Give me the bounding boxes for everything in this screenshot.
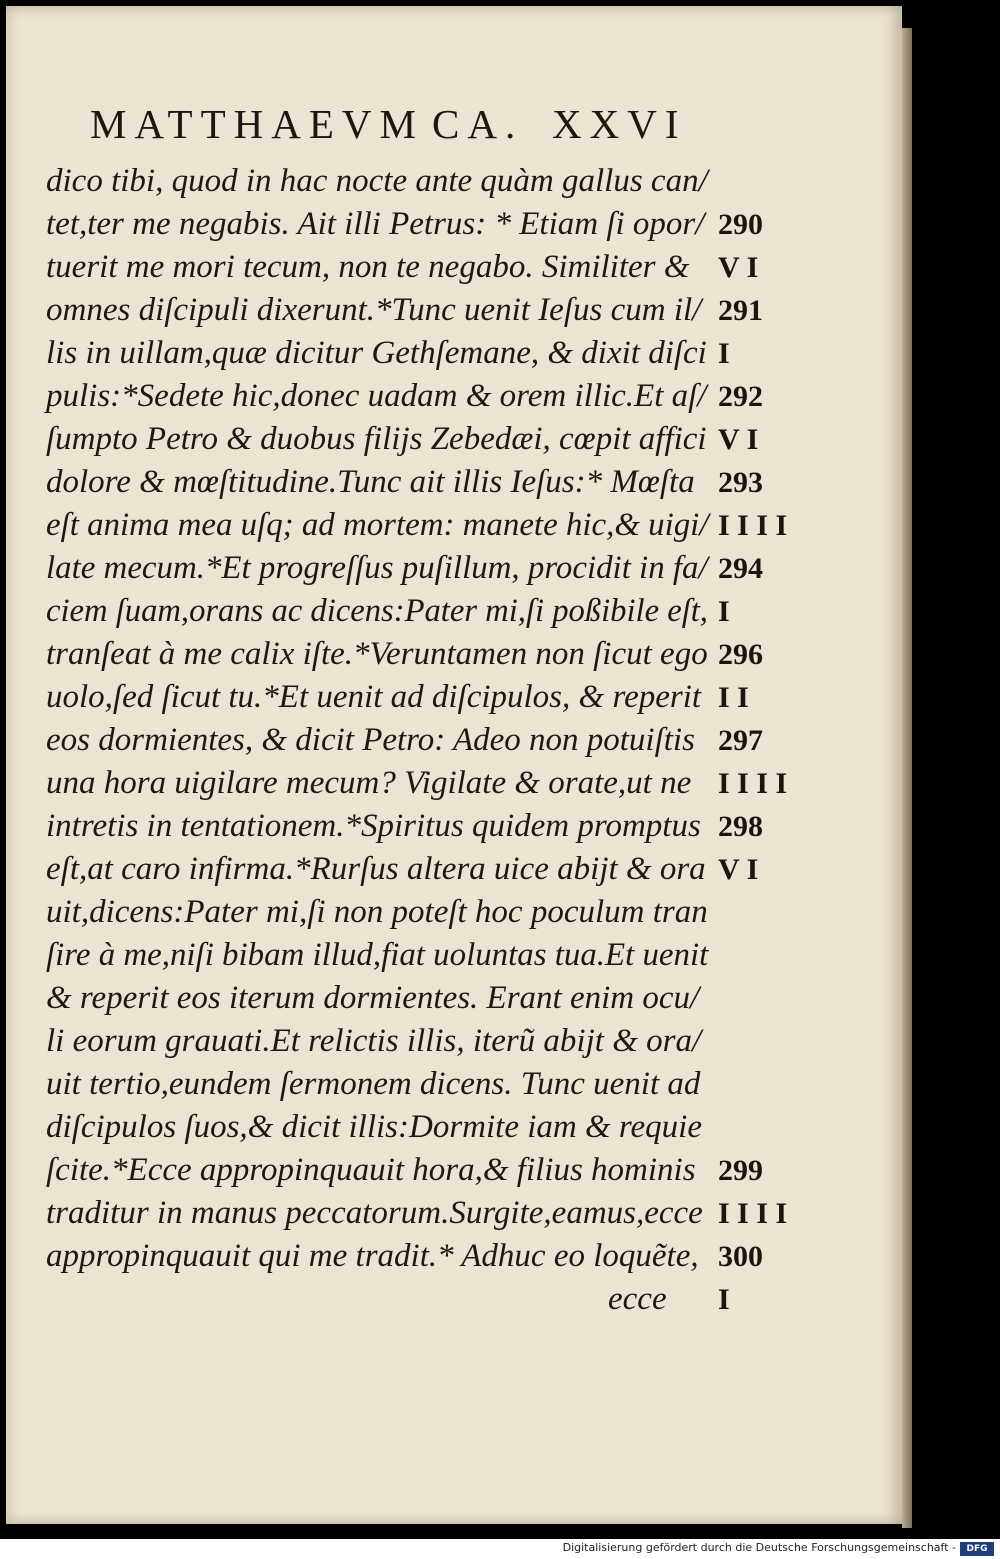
text-line: una hora uigilare mecum? Vigilate & orate,ut ne [46, 765, 692, 801]
margin-note: 299 [718, 1154, 763, 1187]
margin-note: 293 [718, 466, 763, 499]
footer-credit: Digitalisierung gefördert durch die Deutsche Forschungsgemeinschaft - [562, 1541, 956, 1554]
running-head-middle: CA. [432, 101, 524, 147]
text-line: ſcite.*Ecce appropinquauit hora,& filius hominis [46, 1152, 696, 1188]
margin-note: 290 [718, 208, 763, 241]
text-line: eos dormientes, & dicit Petro: Adeo non potuiſtis [46, 722, 695, 758]
text-line: diſcipulos ſuos,& dicit illis:Dormite iam & requie [46, 1109, 702, 1145]
text-line: ciem ſuam,orans ac dicens:Pater mi,ſi poßibile eſt, [46, 593, 708, 629]
text-line: & reperit eos iterum dormientes. Erant enim ocu/ [46, 980, 700, 1016]
text-line: traditur in manus peccatorum.Surgite,eamus,ecce [46, 1195, 703, 1231]
text-line: li eorum grauati.Et relictis illis, iterũ abijt & ora/ [46, 1023, 702, 1059]
text-line: dolore & mœſtitudine.Tunc ait illis Ieſus:* Mœſta [46, 464, 695, 500]
margin-note: 296 [718, 638, 763, 671]
margin-note: 298 [718, 810, 763, 843]
margin-note: I I [718, 681, 749, 714]
footer-bar [0, 1539, 1000, 1559]
running-head-left: MATTHAEVM [90, 101, 424, 147]
text-line: ſire à me,niſi bibam illud,fiat uoluntas tua.Et uenit [46, 937, 709, 973]
text-line: dico tibi, quod in hac nocte ante quàm gallus can/ [46, 163, 708, 199]
text-line: ſumpto Petro & duobus filijs Zebedæi, cœpit affici [46, 421, 707, 457]
margin-note: V I [718, 423, 759, 456]
margin-note: V I [718, 251, 759, 284]
text-line: pulis:*Sedete hic,donec uadam & orem illic.Et aſ/ [46, 378, 707, 414]
text-line: uolo,ſed ſicut tu.*Et uenit ad diſcipulos, & reperit [46, 679, 702, 715]
dfg-logo: DFG [960, 1542, 994, 1556]
running-head-right: XXVI [552, 101, 687, 147]
text-line: tranſeat à me calix iſte.*Veruntamen non ſicut ego [46, 636, 708, 672]
margin-note: I I I I [718, 509, 788, 542]
margin-note: 291 [718, 294, 763, 327]
text-line: uit,dicens:Pater mi,ſi non poteſt hoc poculum tran [46, 894, 708, 930]
catchword: ecce [608, 1281, 667, 1317]
margin-note: I I I I [718, 1197, 788, 1230]
text-line: eſt,at caro infirma.*Rurſus altera uice abijt & ora [46, 851, 706, 887]
text-line: uit tertio,eundem ſermonem dicens. Tunc uenit ad [46, 1066, 701, 1102]
text-line: late mecum.*Et progreſſus puſillum, procidit in fa/ [46, 550, 708, 586]
margin-note: I [718, 337, 730, 370]
page-edge [902, 28, 912, 1528]
margin-note: I I I I [718, 767, 788, 800]
margin-note: 292 [718, 380, 763, 413]
margin-note: I [718, 1283, 730, 1316]
text-line: tet,ter me negabis. Ait illi Petrus: * Etiam ſi opor/ [46, 206, 705, 242]
margin-note: 297 [718, 724, 763, 757]
margin-note: I [718, 595, 730, 628]
text-line: appropinquauit qui me tradit.* Adhuc eo loquẽte, [46, 1238, 699, 1274]
margin-note: 300 [718, 1240, 763, 1273]
margin-note: 294 [718, 552, 763, 585]
text-line: tuerit me mori tecum, non te negabo. Similiter & [46, 249, 690, 285]
text-line: omnes diſcipuli dixerunt.*Tunc uenit Ieſus cum il/ [46, 292, 702, 328]
margin-note: V I [718, 853, 759, 886]
text-line: eſt anima mea uſq; ad mortem: manete hic,& uigi/ [46, 507, 709, 543]
text-line: intretis in tentationem.*Spiritus quidem promptus [46, 808, 701, 844]
text-line: lis in uillam,quæ dicitur Gethſemane, & dixit diſci [46, 335, 707, 371]
